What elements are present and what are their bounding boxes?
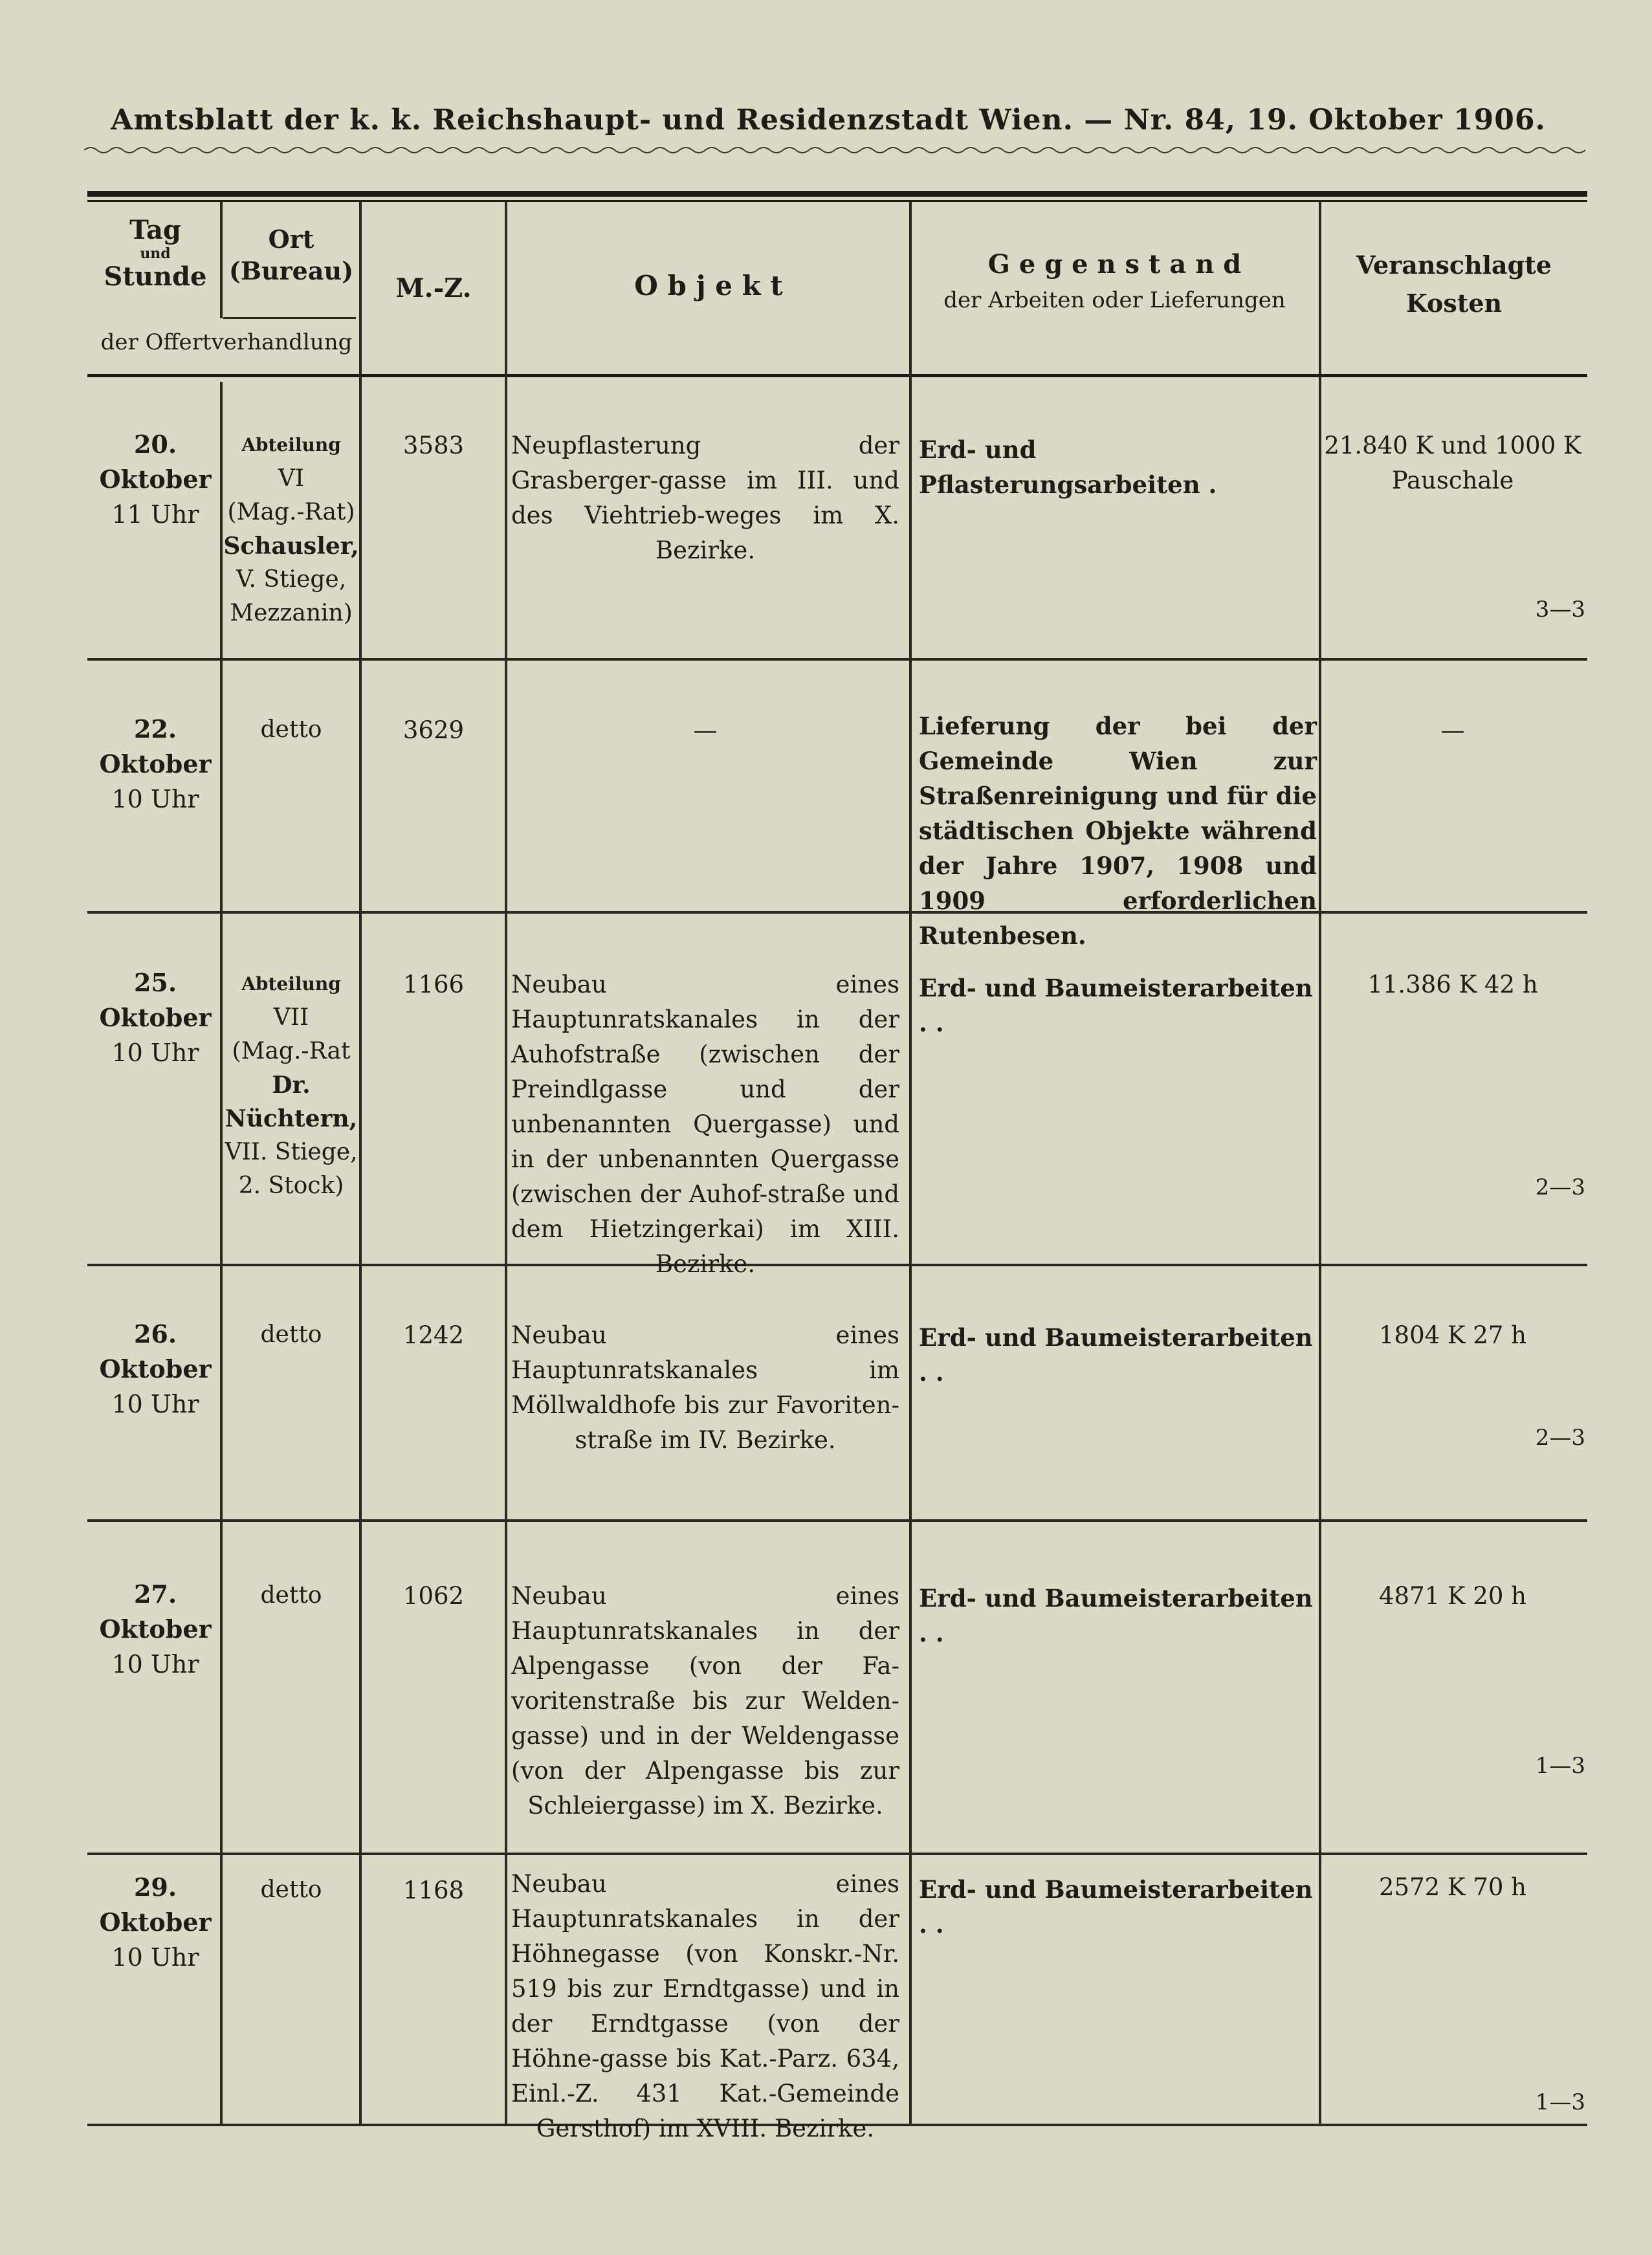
row-divider — [87, 1853, 1587, 1855]
row-cost: 11.386 K 42 h — [1367, 971, 1538, 998]
row-cost: 2572 K 70 h — [1379, 1873, 1526, 1901]
column-divider — [359, 202, 362, 2125]
row-object: — — [693, 716, 718, 744]
row-date: 29. Oktober 10 Uhr — [99, 1873, 212, 1972]
row-divider — [87, 1519, 1587, 1522]
col-header-mz: M.-Z. — [395, 273, 472, 303]
col-header-objekt: O b j e k t — [634, 270, 783, 302]
column-divider — [505, 202, 507, 2125]
table-top-rule — [87, 191, 1587, 197]
row-date: 27. Oktober 10 Uhr — [99, 1579, 212, 1678]
column-divider — [220, 202, 223, 318]
row-date: 26. Oktober 10 Uhr — [99, 1319, 212, 1418]
row-place: Abteilung VI (Mag.-Rat) Schausler, V. Stiege, Mezzanin) — [223, 434, 359, 626]
row-subject: Erd- und Baumeisterarbeiten . . — [919, 1875, 1313, 1939]
row-date: 20. Oktober 11 Uhr — [99, 430, 212, 529]
row-ref: 2—3 — [1535, 1174, 1585, 1200]
row-object: Neupflasterung der Grasberger-gasse im III. und des Viehtrieb-weges im X. Bezirke. — [511, 432, 899, 564]
row-ref: 3—3 — [1535, 597, 1585, 622]
row-subject: Erd- und Pflasterungsarbeiten . — [919, 435, 1217, 499]
row-ref: 1—3 — [1535, 1753, 1585, 1779]
row-divider — [87, 658, 1587, 661]
row-subject: Erd- und Baumeisterarbeiten . . — [919, 974, 1313, 1037]
header-subdivider — [223, 317, 356, 319]
column-divider — [909, 202, 912, 2125]
decorative-wavy-rule — [84, 144, 1585, 157]
row-cost: 4871 K 20 h — [1379, 1582, 1526, 1610]
page-title: Amtsblatt der k. k. Reichshaupt- und Residenzstadt Wien. — Nr. 84, 19. Oktober 1906. — [111, 104, 1546, 137]
row-divider — [87, 911, 1587, 914]
row-number: 3583 — [402, 432, 465, 459]
row-number: 1166 — [402, 971, 465, 998]
row-number: 1168 — [402, 1876, 465, 1904]
row-object: Neubau eines Hauptunratskanales im Möllwaldhofe bis zur Favoriten-straße im IV. Bezirke. — [511, 1321, 899, 1454]
row-cost: 21.840 K und 1000 K Pauschale — [1324, 432, 1581, 494]
row-ref: 1—3 — [1535, 2089, 1585, 2115]
row-object: Neubau eines Hauptunratskanales in der Auhofstraße (zwischen der Preindlgasse und der unbenannten Quergasse) und in der unbenannten Quergasse (zwischen der Auhof-straße und dem Hietzingerkai) im XIII. Bezirke. — [511, 971, 899, 1278]
row-date: 22. Oktober 10 Uhr — [99, 714, 212, 813]
row-cost: — — [1440, 716, 1465, 744]
col-header-gegenstand: G e g e n s t a n d der Arbeiten oder Lieferungen — [943, 249, 1286, 313]
row-number: 3629 — [402, 716, 465, 744]
column-divider — [1319, 202, 1321, 2125]
row-number: 1242 — [402, 1321, 465, 1349]
col-header-offert: der Offertverhandlung — [100, 329, 353, 355]
row-object: Neubau eines Hauptunratskanales in der Höhnegasse (von Konskr.-Nr. 519 bis zur Erndtgasse) und in der Erndtgasse (von der Höhne-gasse bis Kat.-Parz. 634, Einl.-Z. 431 Kat.-Gemeinde Gersthof) im XVIII. Bezirke. — [511, 1870, 899, 2142]
table-top-rule-thin — [87, 200, 1587, 202]
row-ref: 2—3 — [1535, 1425, 1585, 1451]
row-cost: 1804 K 27 h — [1379, 1321, 1526, 1349]
col-header-kosten: Veranschlagte Kosten — [1356, 250, 1552, 318]
header-bottom-rule — [87, 374, 1587, 377]
row-subject: Erd- und Baumeisterarbeiten . . — [919, 1323, 1313, 1387]
col-header-ort: Ort (Bureau) — [228, 225, 354, 286]
row-place: detto — [260, 1582, 322, 1609]
row-subject: Erd- und Baumeisterarbeiten . . — [919, 1584, 1313, 1647]
row-number: 1062 — [402, 1582, 465, 1610]
column-divider — [220, 382, 223, 2125]
row-place: detto — [260, 716, 322, 743]
row-place: detto — [260, 1876, 322, 1903]
row-subject: Lieferung der bei der Gemeinde Wien zur Straßenreinigung und für die städtischen Objekte während der Jahre 1907, 1908 und 1909 erforderlichen Rutenbesen. — [919, 712, 1317, 950]
row-object: Neubau eines Hauptunratskanales in der Alpengasse (von der Fa-voritenstraße bis zur Welden-gasse) und in der Weldengasse (von der Alpengasse bis zur Schleiergasse) im X. Bezirke. — [511, 1582, 899, 1820]
row-place: Abteilung VII (Mag.-Rat Dr. Nüchtern, VII. Stiege, 2. Stock) — [225, 973, 358, 1199]
row-place: detto — [260, 1321, 322, 1348]
row-date: 25. Oktober 10 Uhr — [99, 968, 212, 1067]
col-header-tag: Tag und Stunde — [104, 215, 207, 292]
